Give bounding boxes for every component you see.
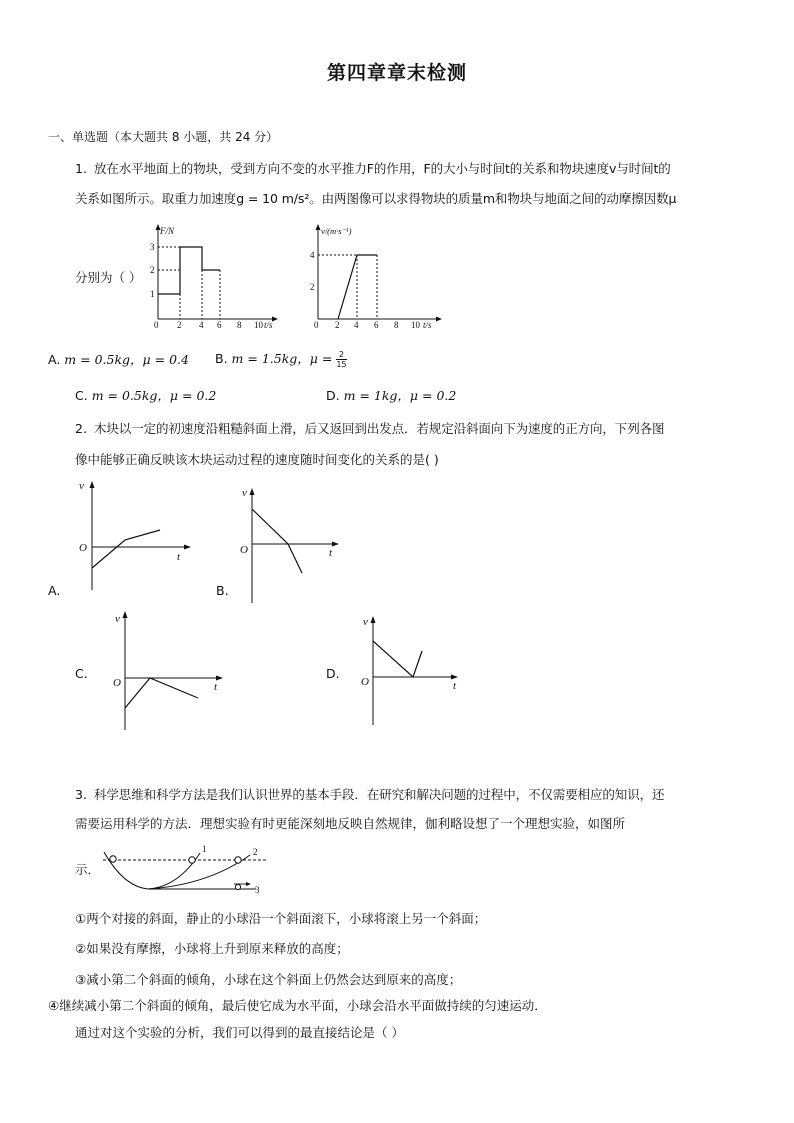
option-d-text: m = 1kg，μ = 0.2 [343, 388, 457, 403]
option-d-label: D. [326, 388, 340, 403]
q1-force-time-graph [140, 222, 280, 332]
q1-line2: 关系如图所示。取重力加速度g = 10 m/s²。由两图像可以求得物块的质量m和物块与地面之间的动摩擦因数μ [75, 191, 677, 206]
q3-number: 3. [75, 787, 87, 802]
q1-line3: 分别为（ ） [75, 270, 142, 285]
svg-text:1: 1 [202, 844, 207, 854]
svg-text:v: v [79, 480, 84, 492]
q3-line3: 示． [75, 862, 101, 877]
q2-option-d[interactable]: D. [326, 666, 340, 681]
q1-option-a[interactable] [48, 352, 189, 368]
q2-graph-b [232, 485, 347, 605]
q3-line2: 需要运用科学的方法．理想实验有时更能深刻地反映自然规律，伽利略设想了一个理想实验，如图所 [75, 816, 626, 831]
svg-text:O: O [79, 542, 87, 554]
svg-text:O: O [113, 677, 121, 689]
q2-line2: 像中能够正确反映该木块运动过程的速度随时间变化的关系的是( ) [75, 452, 439, 467]
option-c-label: C. [75, 388, 88, 403]
tick: 4 [354, 320, 359, 330]
q3-line1: 科学思维和科学方法是我们认识世界的基本手段．在研究和解决问题的过程中，不仅需要相应的知识，还 [94, 787, 665, 802]
option-a-label: A. [48, 352, 61, 367]
q2-graph-c [110, 608, 230, 733]
q1-option-b[interactable] [215, 350, 347, 369]
svg-text:v: v [242, 487, 247, 499]
option-b-text: m = 1.5kg，μ = [231, 351, 333, 366]
q2-graph-d [360, 613, 465, 728]
q3-step-3: ③减小第二个斜面的倾角，小球在这个斜面上仍然会达到原来的高度； [75, 972, 462, 987]
q1-number: 1. [75, 161, 87, 176]
svg-text:t: t [177, 551, 181, 563]
svg-text:O: O [361, 676, 369, 688]
tick: 1 [150, 289, 155, 299]
tick: 10 [411, 320, 420, 330]
page-title: 第四章章末检测 [326, 62, 467, 84]
q3-galileo-figure [98, 843, 278, 895]
tick: 8 [394, 320, 399, 330]
svg-text:O: O [240, 544, 248, 556]
section-heading: 一、单选题（本大题共 8 小题，共 24 分） [48, 130, 279, 144]
q2-graph-a [72, 478, 197, 593]
option-b-fraction: $\frac{2}{15}$ [336, 350, 347, 369]
q3-step-4: ④继续减小第二个斜面的倾角，最后使它成为水平面，小球会沿水平面做持续的匀速运动． [48, 998, 547, 1013]
graph-v-ylabel: v/(m·s⁻¹) [321, 226, 352, 236]
svg-text:t: t [453, 680, 457, 692]
option-c-text: m = 0.5kg，μ = 0.2 [91, 388, 217, 403]
tick: 2 [335, 320, 340, 330]
q3-question: 通过对这个实验的分析，我们可以得到的最直接结论是（ ） [75, 1025, 404, 1040]
svg-text:v: v [115, 613, 120, 625]
q2-option-b[interactable]: B. [216, 583, 229, 598]
q2-option-c[interactable]: C. [75, 666, 88, 681]
tick: 0 [314, 320, 319, 330]
tick: 2 [150, 265, 155, 275]
tick: 6 [217, 320, 222, 330]
svg-text:2: 2 [253, 847, 258, 857]
tick: 4 [199, 320, 204, 330]
q1-option-c[interactable] [75, 388, 216, 404]
svg-text:3: 3 [255, 885, 260, 895]
svg-text:t: t [329, 547, 333, 559]
q1-line1: 放在水平地面上的物块，受到方向不变的水平推力F的作用，F的大小与时间t的关系和物块速度v与时间t的 [94, 161, 671, 176]
tick: 0 [154, 320, 159, 330]
graph-f-ylabel: F/N [160, 226, 175, 236]
tick: 8 [237, 320, 242, 330]
tick: 4 [310, 250, 315, 260]
q3-step-2: ②如果没有摩擦，小球将上升到原来释放的高度； [75, 941, 349, 956]
tick: 10 [254, 320, 263, 330]
option-b-label: B. [215, 351, 228, 366]
option-a-text: m = 0.5kg，μ = 0.4 [64, 352, 189, 367]
graph-v-xlabel: t/s [423, 320, 432, 330]
svg-text:v: v [363, 616, 368, 628]
tick: 3 [150, 242, 155, 252]
svg-text:t: t [214, 681, 218, 693]
q3-step-1: ①两个对接的斜面，静止的小球沿一个斜面滚下，小球将滚上另一个斜面； [75, 911, 487, 926]
q1-option-d[interactable] [326, 388, 456, 404]
graph-f-xlabel: t/s [264, 320, 273, 330]
tick: 2 [177, 320, 182, 330]
q1-velocity-time-graph [300, 222, 445, 332]
tick: 6 [374, 320, 379, 330]
q2-line1: 木块以一定的初速度沿粗糙斜面上滑，后又返回到出发点．若规定沿斜面向下为速度的正方向，下列各图 [94, 421, 665, 436]
tick: 2 [310, 282, 315, 292]
q2-number: 2. [75, 421, 87, 436]
q2-option-a[interactable]: A. [48, 583, 61, 598]
